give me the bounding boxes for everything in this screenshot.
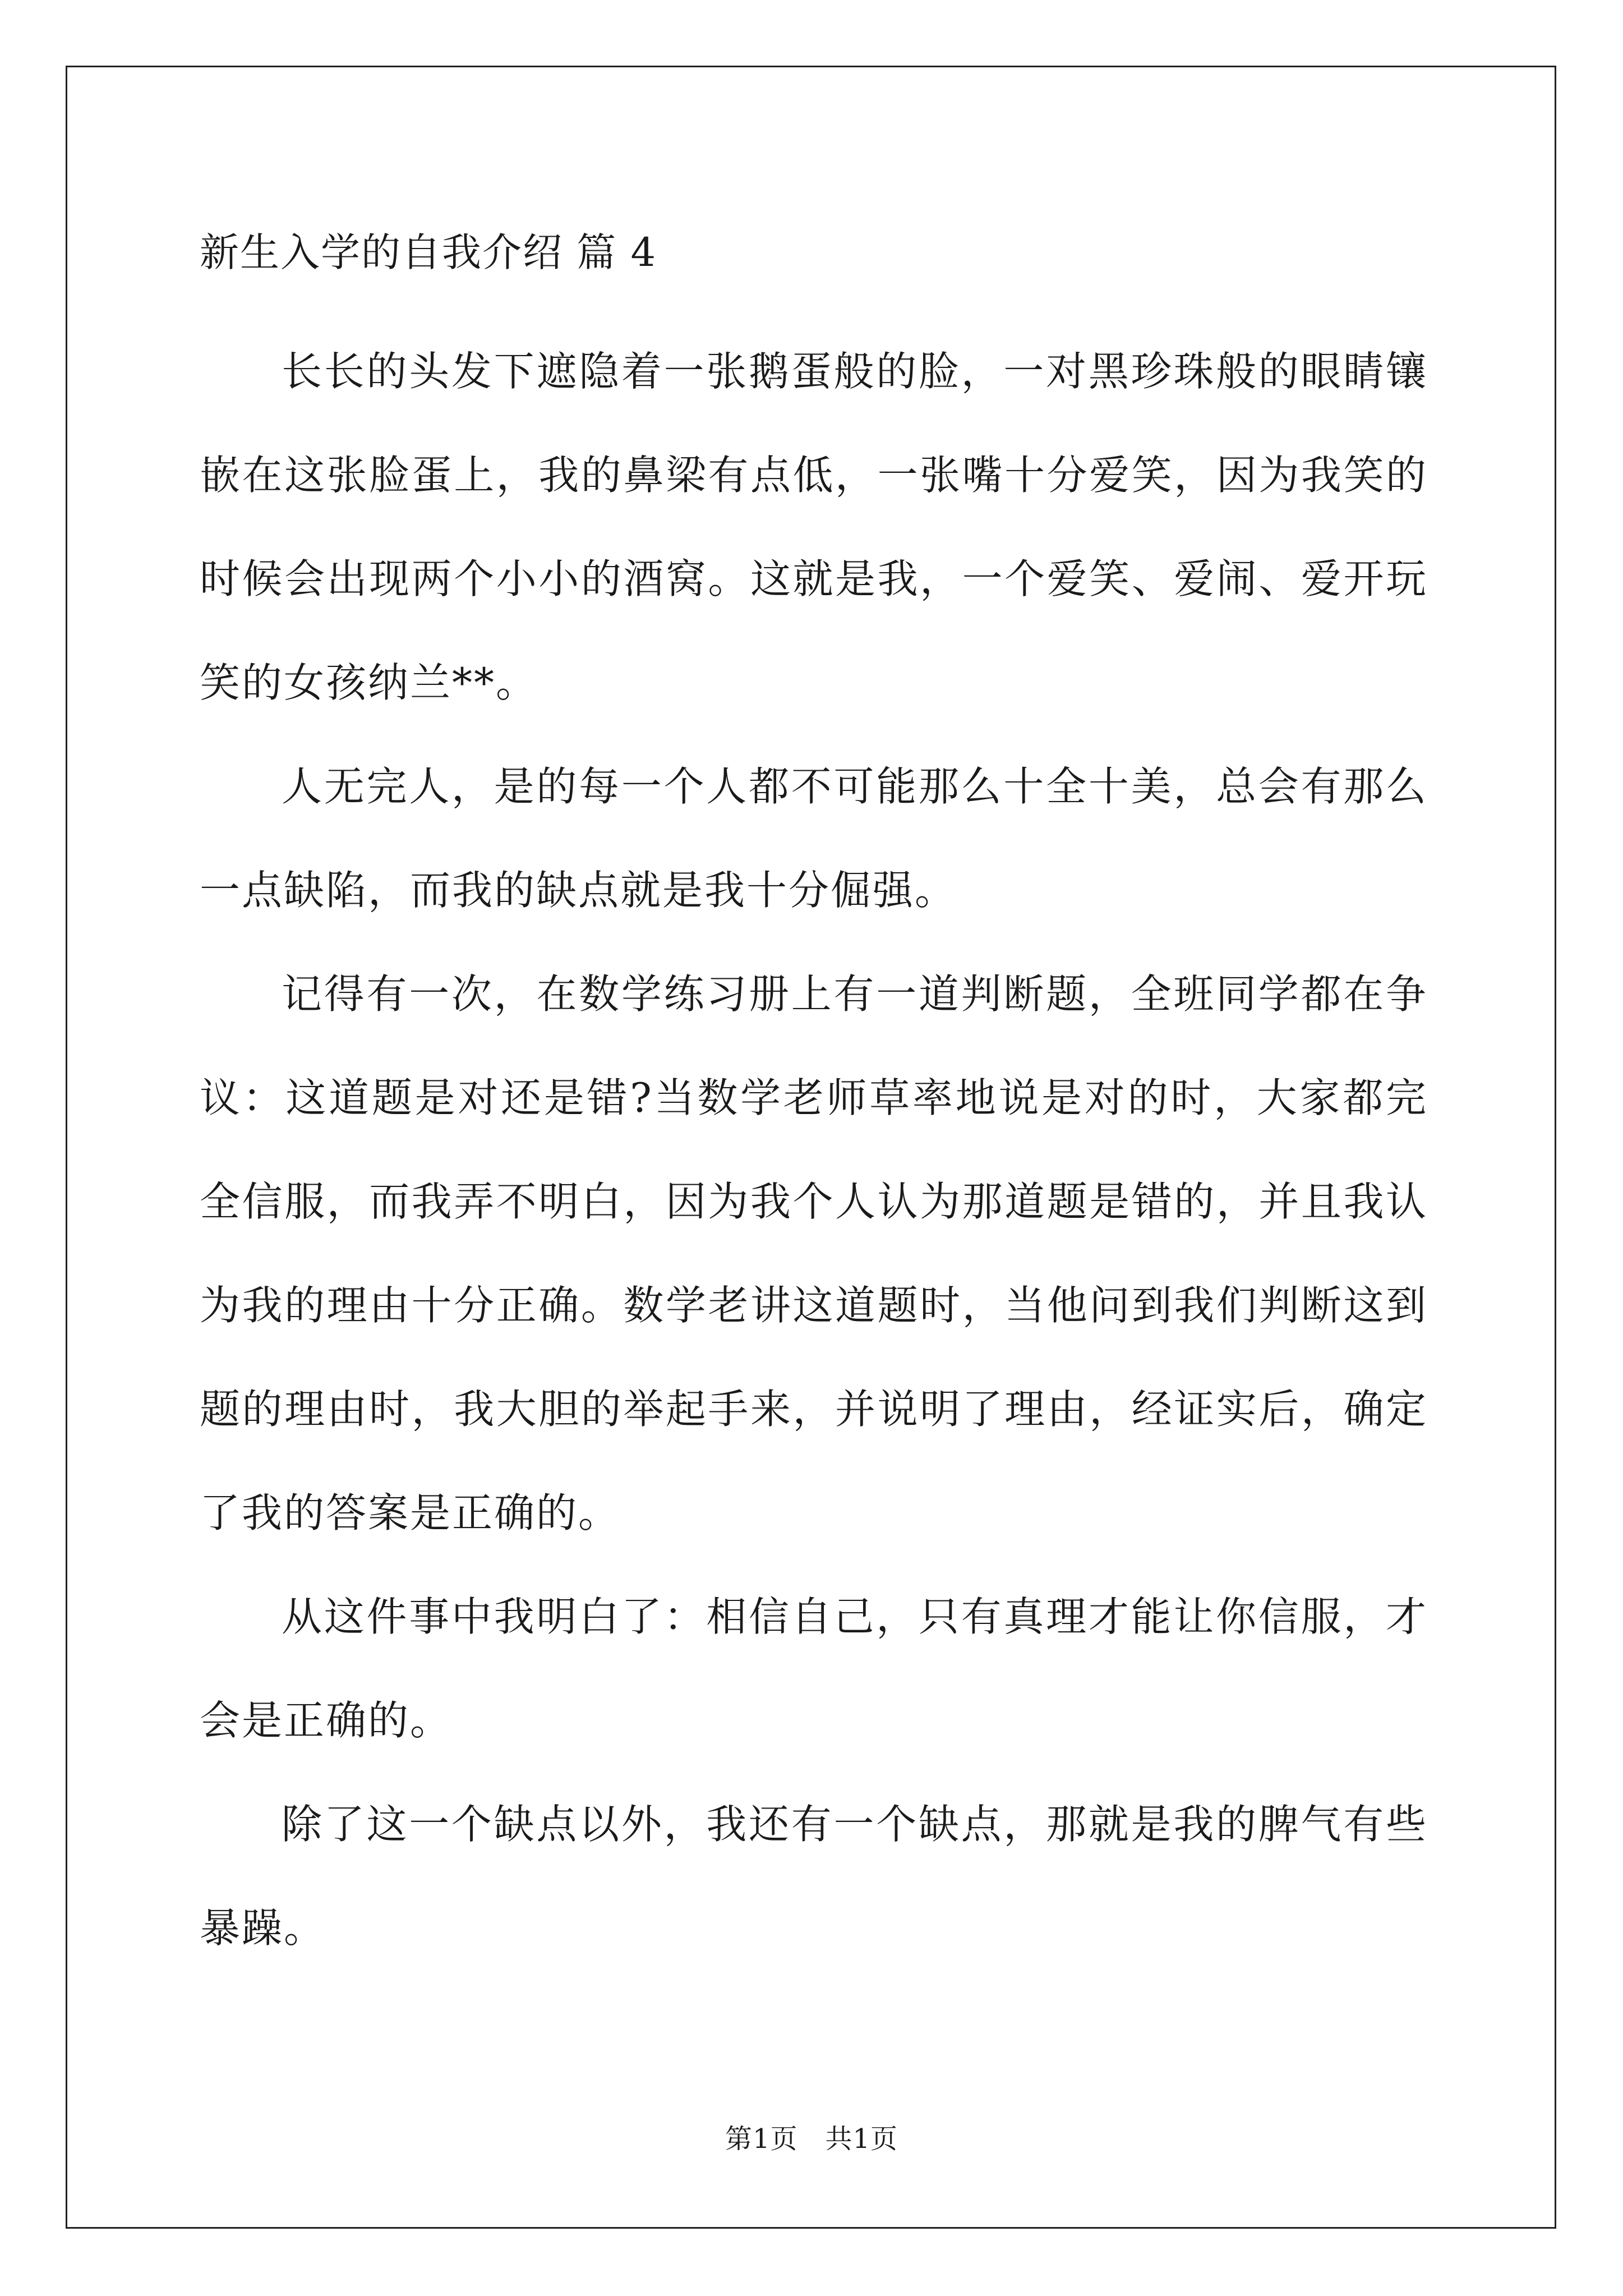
paragraph-1: 长长的头发下遮隐着一张鹅蛋般的脸，一对黑珍珠般的眼睛镶嵌在这张脸蛋上，我的鼻梁有点低，一张嘴十分爱笑，因为我笑的时候会出现两个小小的酒窝。这就是我，一个爱笑、爱闹、爱开玩笑的女孩纳兰**。 bbox=[200, 348, 1428, 706]
paragraph-5: 除了这一个缺点以外，我还有一个缺点，那就是我的脾气有些暴躁。 bbox=[200, 1801, 1428, 1952]
document-title: 新生入学的自我介绍 篇 4 bbox=[200, 229, 657, 275]
page-number-footer: 第1页 共1页 bbox=[725, 2123, 898, 2155]
document-body bbox=[200, 219, 1428, 1980]
paragraph-2: 人无完人，是的每一个人都不可能那么十全十美，总会有那么一点缺陷，而我的缺点就是我十分倔强。 bbox=[200, 763, 1428, 914]
paragraph-4: 从这件事中我明白了：相信自己，只有真理才能让你信服，才会是正确的。 bbox=[200, 1593, 1428, 1744]
paragraph-3: 记得有一次，在数学练习册上有一道判断题，全班同学都在争议：这道题是对还是错?当数学老师草率地说是对的时，大家都完全信服，而我弄不明白，因为我个人认为那道题是错的，并且我认为我的理由十分正确。数学老讲这道题时，当他问到我们判断这到题的理由时，我大胆的举起手来，并说明了理由，经证实后，确定了我的答案是正确的。 bbox=[200, 970, 1428, 1536]
